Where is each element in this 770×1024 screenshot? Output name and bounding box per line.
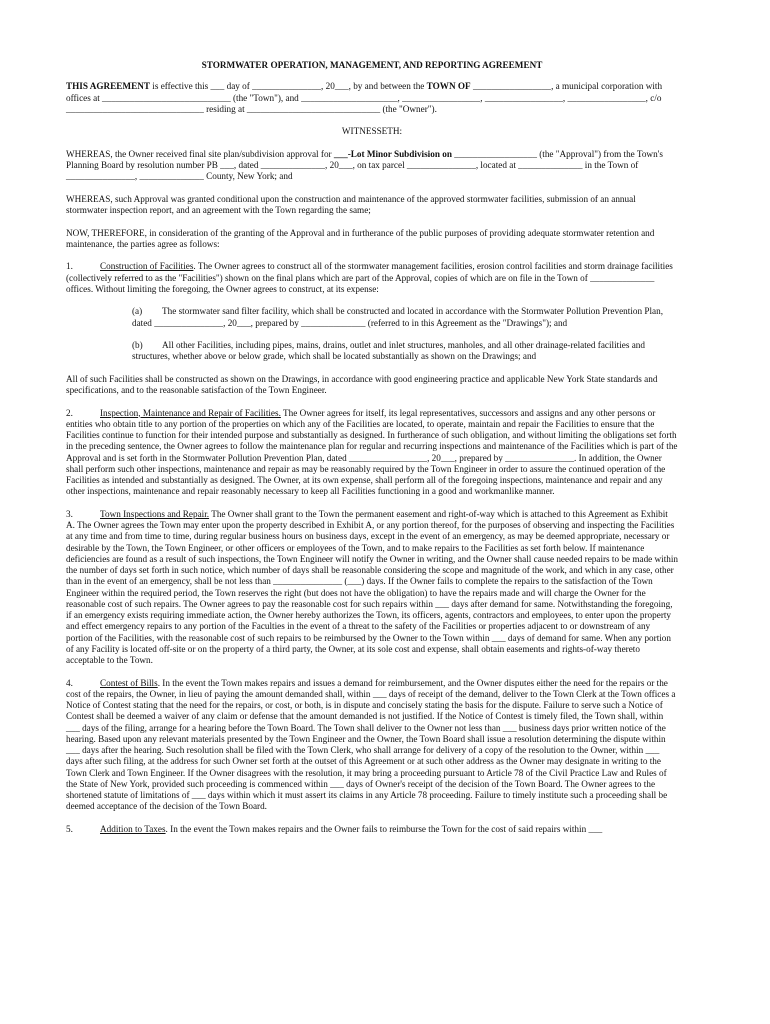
section-1a-text: The stormwater sand filter facility, which shall be constructed and located in accordance with the Stormwater Pollution Prevention Plan, dated _______________, 20___, prepared by ______________ (referred to in this Agreement as the "Drawings"); and: [132, 306, 663, 328]
section-1a-number: (a): [132, 306, 143, 317]
section-5-text: . In the event the Town makes repairs and the Owner fails to reimburse the Town for the cost of said repairs within ___: [165, 823, 603, 834]
section-3-text: The Owner shall grant to the Town the permanent easement and right-of-way which is attached to this Agreement as Exhibit A. The Owner agrees the Town may enter upon the property described in Exhibit A, or any portion thereof, for the purposes of observing and inspecting the Facilities at any time and from time to time, during regular business hours on business days, except in the event of an emergency, as may be deemed appropriate, necessary or desirable by the Town, the Town Engineer, or other officers or employees of the Town, and to make repairs to the Facilities as set forth below. If maintenance deficiencies are found as a result of such inspections, the Town Engineer will notify the Owner in writing, and the Owner shall cause needed repairs to be made within the number of days set forth in such notice, which number of days shall be reasonable considering the scope and magnitude of the work, and which in any case, other than in the event of an emergency, shall be not less than _______________ (___) days. If the Owner fails to complete the repairs to the satisfaction of the Town Engineer within the required period, the Town reserves the right (but does not have the obligation) to have the repairs made and will charge the Owner for the reasonable cost of such repairs. The Owner agrees to pay the reasonable cost for such repairs within ___ days after demand for same. Notwithstanding the foregoing, if an emergency exists requiring immediate action, the Owner hereby authorizes the Town, its officers, agents, contractors and employees, to enter upon the property and effect emergency repairs to any portion of the Faculties in the event of a threat to the safety of the Facilities or properties adjacent to or downstream of any portion of the Facilities, with the reasonable cost of such repairs to be reimbursed by the Owner to the Town within ___ days of demand for same. When any portion of any Facility is located off-site or on the property of a third party, the Owner, at its sole cost and expense, shall obtain easements and rights-of-way thereto acceptable to the Town.: [66, 508, 679, 665]
now-therefore-paragraph: NOW, THEREFORE, in consideration of the granting of the Approval and in furtherance of the public purposes of providing adequate stormwater retention and maintenance, the parties agree as follows:: [66, 227, 655, 249]
section-4-heading: Contest of Bills: [100, 677, 158, 688]
section-2-heading: Inspection, Maintenance and Repair of Facilities.: [100, 407, 281, 418]
intro-paragraph: [66, 81, 678, 115]
intro-text-2: _________________, a municipal corporation with offices at ____________________________ (the "Town"), and _____________________, _________________, _________________, _________________, c/o ______________________________ residing at _____________________________ (the "Owner").: [66, 81, 663, 114]
section-1b-text: All other Facilities, including pipes, mains, drains, outlet and inlet structures, manholes, and all other drainage-related facilities and structures, whether above or below grade, which shall be located substantially as shown on the Drawings; and: [132, 340, 645, 362]
whereas1-bold: ___-Lot Minor Subdivision on: [333, 148, 452, 159]
section-1b: [132, 340, 678, 363]
section-1b-number: (b): [132, 340, 143, 350]
whereas-approval-paragraph: [66, 149, 678, 183]
section-4-text: . In the event the Town makes repairs and issues a demand for reimbursement, and the Owner disputes either the need for the repairs or the cost of the repairs, the Owner, in lieu of paying the amount demanded shall, within ___ days of receipt of the demand, deliver to the Town Clerk at the Town offices a Notice of Contest stating that the need for the repairs, or cost, or both, is in dispute and concisely stating the basis for the dispute. Failure to serve such a Notice of Contest shall be deemed a waiver of any claim or defense that the amount demanded is not justified. If the Notice of Contest is timely filed, the Town shall, within ___ days of the filing, arrange for a hearing before the Town Board. The Town shall deliver to the Owner not less than ___ business days prior written notice of the hearing. Based upon any relevant materials presented by the Town Engineer and the Owner, the Town Board shall issue a resolution determining the dispute within ___ days after the hearing. Such resolution shall be filed with the Town Clerk, who shall arrange for delivery of a copy of the resolution to the Owner, within ___ days after such filing, at the address for such Owner set forth at the outset of this Agreement or at such other address as the Owner may designate in writing to the Town Clerk and Town Engineer. If the Owner disagrees with the resolution, it may bring a proceeding pursuant to Article 78 of the Civil Practice Law and Rules of the State of New York, provided such proceeding is commenced within ___ days of Owner's receipt of the decision of the Town Board. The Owner agrees to the shortened statute of limitations of ___ days within which it must assert its claims in any Article 78 proceeding. Failure to timely institute such a proceeding shall be deemed acceptance of the decision of the Town Board.: [66, 677, 676, 812]
section-5-heading: Addition to Taxes: [100, 823, 166, 834]
intro-lead: THIS AGREEMENT: [66, 81, 150, 92]
section-1-text: . The Owner agrees to construct all of the stormwater management facilities, erosion control facilities and storm drainage facilities (collectively referred to as the "Facilities") shown on the final plans which are part of the Approval, copies of which are on file in the Town of ______________ offices. Without limiting the foregoing, the Owner agrees to construct, at its expense:: [66, 261, 673, 294]
whereas1-text-2: __________________ (the "Approval") from the Town's Planning Board by resolution number PB ___, dated ______________, 20___, on tax parcel _______________, located at ______________ in the Town of _______________, ______________ County, New York; and: [66, 148, 663, 182]
section-4: [66, 678, 678, 813]
section-5: [66, 824, 678, 835]
whereas1-text-1: WHEREAS, the Owner received final site plan/subdivision approval for: [66, 148, 334, 159]
document-title: STORMWATER OPERATION, MANAGEMENT, AND REPORTING AGREEMENT: [201, 60, 543, 70]
section-2: [66, 408, 678, 498]
section-1: [66, 261, 678, 295]
section-1a: [132, 306, 678, 329]
section-1-number: 1.: [66, 261, 73, 272]
witnesseth-heading: WITNESSETH:: [341, 126, 403, 137]
section-3-heading: Town Inspections and Repair.: [100, 508, 210, 519]
document-page: [66, 60, 678, 846]
intro-text-1: is effective this ___ day of _______________, 20___, by and between the: [149, 81, 427, 92]
section-1-heading: Construction of Facilities: [100, 261, 194, 272]
section-1-closing-paragraph: All of such Facilities shall be constructed as shown on the Drawings, in accordance with good engineering practice and applicable New York State standards and specifications, and to the reasonable satisfaction of the Town Engineer.: [66, 373, 658, 395]
section-2-number: 2.: [66, 407, 73, 418]
section-3: [66, 509, 678, 667]
whereas-condition-paragraph: WHEREAS, such Approval was granted conditional upon the construction and maintenance of the approved stormwater facilities, submission of an annual stormwater inspection report, and an agreement with the Town regarding the same;: [66, 193, 636, 215]
section-5-number: 5.: [66, 823, 73, 834]
section-2-text: The Owner agrees for itself, its legal representatives, successors and assigns and any other persons or entities who obtain title to any portion of the properties on which any of the Facilities are located, to operate, maintain and repair the Facilities to ensure that the Facilities continue to function for their intended purpose and substantially as designed. In furtherance of such obligation, and without limiting the obligations set forth in the preceding sentence, the Owner agrees to follow the maintenance plan for regular and recurring inspections and maintenance of the Facilities which is part of the Approval and is set forth in the Stormwater Pollution Prevention Plan, dated _________________, 20___, prepared by _______________. In addition, the Owner shall perform such other inspections, maintenance and repair as may be reasonably required by the Town Engineer in order to assure the continued operation of the Facilities as intended and substantially as designed. The Owner, at its own expense, shall perform all of the foregoing inspections, maintenance and repair and any other inspections, maintenance and repair reasonably necessary to keep all Facilities functioning in a good and workmanlike manner.: [66, 407, 678, 497]
section-4-number: 4.: [66, 677, 73, 688]
section-3-number: 3.: [66, 508, 73, 519]
town-of-label: TOWN OF: [426, 81, 471, 92]
